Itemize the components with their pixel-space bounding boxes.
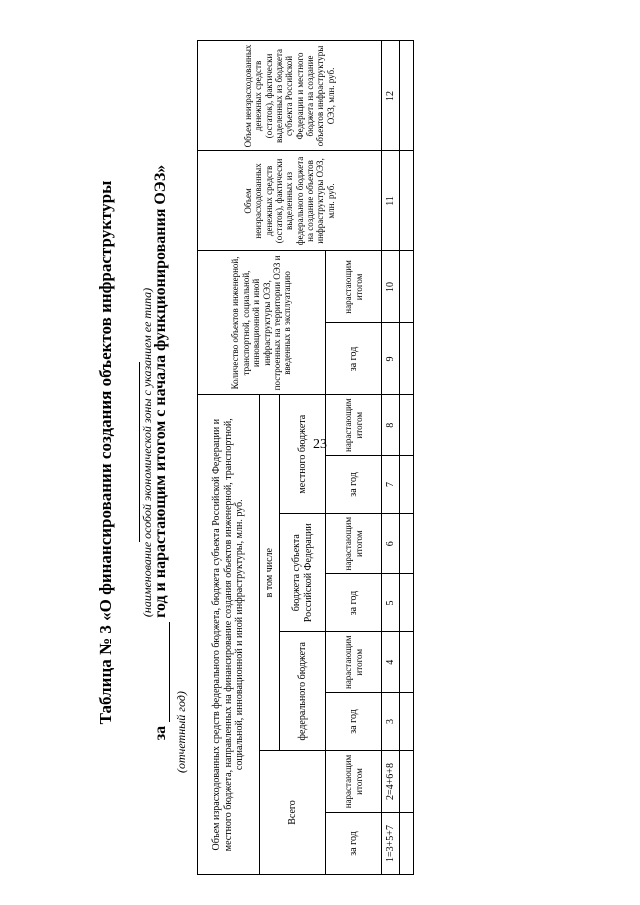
financing-table bbox=[197, 40, 414, 875]
period-prefix: за bbox=[152, 725, 169, 741]
col-per-year: за год bbox=[326, 574, 382, 632]
column-number: 4 bbox=[382, 632, 400, 693]
column-number: 10 bbox=[382, 251, 400, 323]
col-cumulative: нарастающим итогом bbox=[326, 751, 382, 813]
col-cumulative: нарастающим итогом bbox=[326, 251, 382, 323]
table-title: Таблица № 3 «О финансировании создания объектов инфраструктуры bbox=[96, 180, 115, 725]
table-cell bbox=[400, 693, 414, 751]
col-per-year: за год bbox=[326, 323, 382, 395]
column-number: 5 bbox=[382, 574, 400, 632]
table-cell bbox=[400, 41, 414, 151]
col-per-year: за год bbox=[326, 693, 382, 751]
header-federal: федерального бюджета bbox=[280, 632, 326, 751]
table-cell bbox=[400, 574, 414, 632]
col-cumulative: нарастающим итогом bbox=[326, 632, 382, 693]
table-cell bbox=[400, 455, 414, 513]
table-cell bbox=[400, 323, 414, 395]
column-number: 7 bbox=[382, 455, 400, 513]
col-per-year: за год bbox=[326, 455, 382, 513]
page-number: 23 bbox=[313, 437, 327, 452]
header-unspent-federal: Объем неизрасходованных денежных средств (остаток), фактически выделенных из федерального бюджета на создание объектов инфраструктуры ОЭЗ, млн. руб. bbox=[198, 151, 382, 251]
year-caption: (отчетный год) bbox=[174, 691, 188, 773]
column-number: 8 bbox=[382, 395, 400, 456]
header-unspent-regional: Объем неизрасходованных денежных средств (остаток), фактически выделенных из бюджета субъекта Российской Федерации и местного бюджета на создание объектов инфраструктуры ОЭЗ, млн. руб. bbox=[198, 41, 382, 151]
col-cumulative: нарастающим итогом bbox=[326, 513, 382, 574]
table-cell bbox=[400, 751, 414, 813]
data-row bbox=[400, 41, 414, 875]
year-blank bbox=[169, 622, 170, 722]
header-total: Всего bbox=[260, 751, 326, 875]
column-number: 2=4+6+8 bbox=[382, 751, 400, 813]
period-suffix: год и нарастающим итогом с начала функционирования ОЭЗ» bbox=[152, 164, 169, 618]
header-objects-count: Количество объектов инженерной, транспортной, социальной, инновационной и иной инфраструктуры ОЭЗ, построенных на территории ОЭЗ и введенных в эксплуатацию bbox=[198, 251, 326, 395]
table-cell bbox=[400, 151, 414, 251]
col-cumulative: нарастающим итогом bbox=[326, 395, 382, 456]
table-cell bbox=[400, 632, 414, 693]
header-spent-funds: Объем израсходованных средств федерального бюджета, бюджета субъекта Российской Федерации и местного бюджета, направленных на финансирование создания объектов инженерной, транспортной, социальной, инновационной и иной инфраструктуры, млн. руб. bbox=[198, 395, 260, 875]
table-cell bbox=[400, 513, 414, 574]
table-cell bbox=[400, 395, 414, 456]
column-number: 1=3+5+7 bbox=[382, 813, 400, 875]
header-local: местного бюджета bbox=[280, 395, 326, 514]
column-number: 3 bbox=[382, 693, 400, 751]
column-number: 11 bbox=[382, 151, 400, 251]
column-number: 12 bbox=[382, 41, 400, 151]
col-per-year: за год bbox=[326, 813, 382, 875]
period-line bbox=[152, 0, 170, 905]
zone-caption: (наименование особой экономической зоны с указанием ее типа) bbox=[140, 287, 154, 618]
column-number: 6 bbox=[382, 513, 400, 574]
table-cell bbox=[400, 251, 414, 323]
column-number: 9 bbox=[382, 323, 400, 395]
header-including: в том числе bbox=[260, 395, 280, 751]
table-cell bbox=[400, 813, 414, 875]
header-regional: бюджета субъекта Российской Федерации bbox=[280, 513, 326, 632]
column-numbers-row bbox=[382, 41, 400, 875]
